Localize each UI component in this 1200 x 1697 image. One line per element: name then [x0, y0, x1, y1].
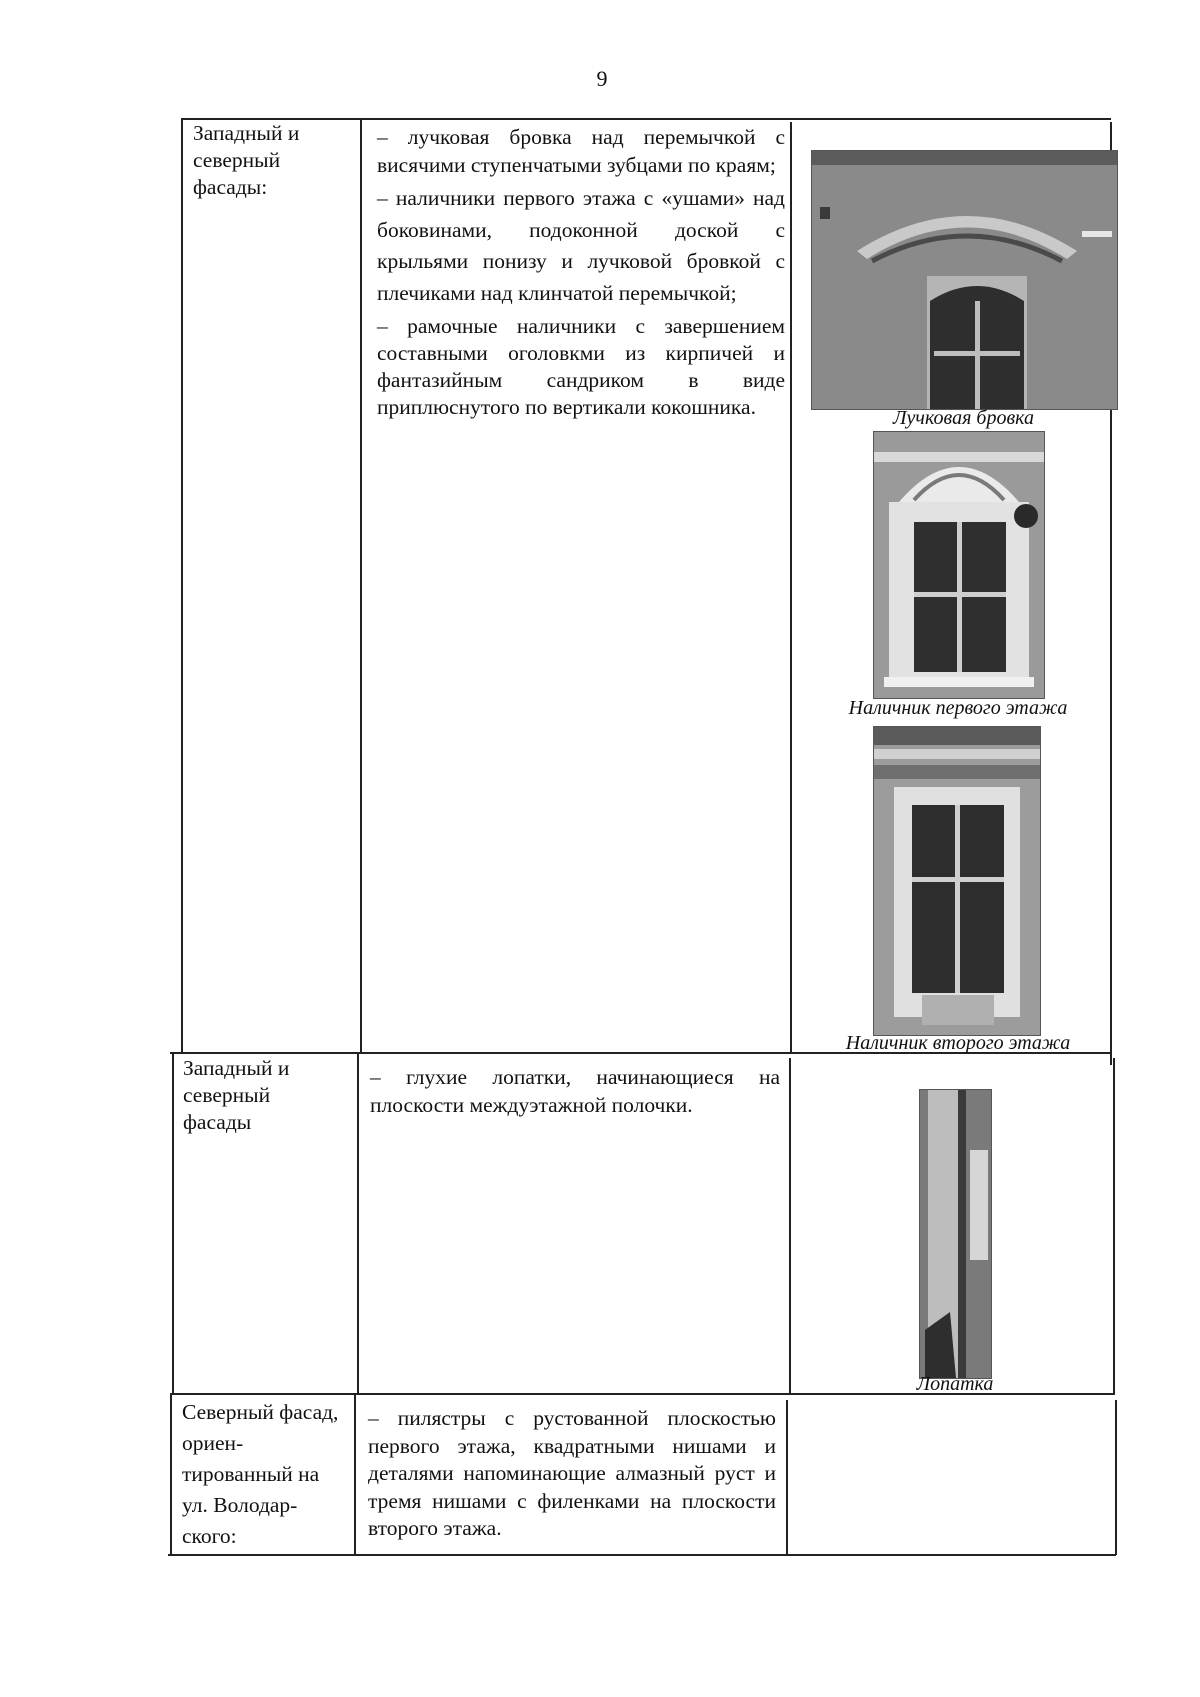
- feature-item: – глухие лопатки, начинающиеся на плоскости междуэтажной полочки.: [370, 1065, 780, 1117]
- photo-luchkovaya-brovka: [811, 150, 1118, 410]
- facade-cell: Западный и северный фасады:: [193, 121, 300, 199]
- table-border: [1113, 1058, 1115, 1394]
- photo-nalichnik-second-floor: [873, 726, 1041, 1036]
- feature-item: – рамочные наличники с завершением составными оголовкми из кирпичей и фантазийным сандриком в виде приплюснутого по вертикали кокошника.: [377, 314, 785, 419]
- facade-cell: Западный и северный фасады: [183, 1056, 290, 1134]
- photo-caption: Лучковая бровка: [893, 407, 1034, 429]
- facade-cell: Северный фасад, ориен-тированный на ул. Володар-ского:: [182, 1400, 339, 1548]
- table-border: [786, 1400, 788, 1555]
- table-border: [789, 1058, 791, 1394]
- table-border: [357, 1052, 359, 1394]
- table-border: [172, 1052, 174, 1394]
- table-border: [354, 1393, 356, 1555]
- table-border: [1115, 1400, 1117, 1555]
- table-border: [170, 1393, 172, 1555]
- table-border: [168, 1554, 1116, 1556]
- feature-item: – лучковая бровка над перемычкой с висячими ступенчатыми зубцами по краям;: [377, 125, 785, 177]
- description-cell: [377, 124, 785, 421]
- description-cell: [368, 1405, 776, 1543]
- table-border: [790, 122, 792, 1053]
- photo-nalichnik-first-floor: [873, 431, 1045, 699]
- photo-caption: Лопатка: [916, 1373, 994, 1395]
- photo-lopatka: [919, 1089, 992, 1379]
- feature-item: – пилястры с рустованной плоскостью первого этажа, квадратными нишами и деталями напоминающие алмазный руст и тремя нишами с филенками на плоскости второго этажа.: [368, 1406, 776, 1540]
- feature-item: – наличники первого этажа с «ушами» над боковинами, подоконной доской с крыльями понизу и лучковой бровкой с плечиками над клинчатой перемычкой;: [377, 186, 785, 305]
- description-cell: [370, 1064, 780, 1119]
- photo-caption: Наличник второго этажа: [845, 1032, 1071, 1054]
- table-border: [181, 118, 183, 1053]
- page-number: 9: [596, 66, 608, 91]
- table-border: [360, 118, 362, 1053]
- photo-caption: Наличник первого этажа: [848, 697, 1068, 719]
